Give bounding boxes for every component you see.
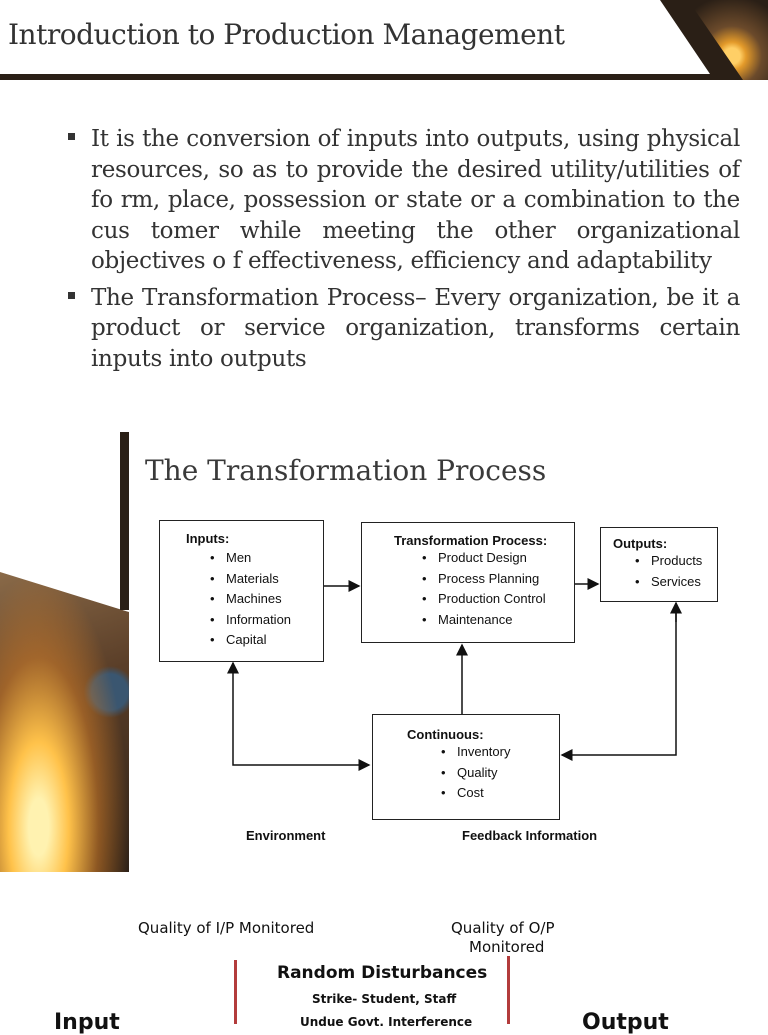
list-item: • Maintenance [422, 610, 574, 631]
environment-label: Environment [246, 828, 326, 843]
list-item: • Products [635, 551, 717, 572]
outputs-box [600, 527, 718, 602]
outputs-heading: Outputs: [613, 536, 668, 551]
strike-label: Strike- Student, Staff [312, 992, 457, 1006]
feedback-label: Feedback Information [462, 828, 598, 843]
list-item: • Information [210, 610, 323, 631]
bullet-text: The Transformation Process– Every organization, be it a product or service organization, transforms certain inputs into outputs [91, 284, 740, 372]
square-bullet-icon [68, 133, 75, 140]
continuous-list [441, 742, 559, 804]
bullet-list [68, 124, 740, 380]
bullet-item [68, 283, 740, 375]
inputs-box [159, 520, 324, 662]
list-item: • Materials [210, 569, 323, 590]
list-item: • Quality [441, 763, 559, 784]
quality-output-label: Quality of O/P [451, 919, 555, 937]
list-item: • Machines [210, 589, 323, 610]
right-divider [507, 956, 510, 1024]
list-item: • Cost [441, 783, 559, 804]
quality-input-label: Quality of I/P Monitored [138, 919, 315, 937]
list-item: • Capital [210, 630, 323, 651]
list-item: • Inventory [441, 742, 559, 763]
environment-arrow [233, 690, 369, 765]
random-disturbances-heading: Random Disturbances [277, 963, 488, 983]
input-label: Input [54, 1010, 120, 1035]
inputs-heading: Inputs: [186, 531, 230, 546]
bullet-item [68, 124, 740, 277]
list-item: • Men [210, 548, 323, 569]
list-item: • Production Control [422, 589, 574, 610]
square-bullet-icon [68, 292, 75, 299]
process-heading: Transformation Process: [394, 533, 548, 548]
quality-output-label-2: Monitored [469, 938, 545, 956]
inputs-list [210, 548, 323, 651]
outputs-list [635, 551, 717, 592]
feedback-arrow [562, 604, 676, 755]
slide-title: Introduction to Production Management [8, 18, 565, 51]
undue-interference-label: Undue Govt. Interference [300, 1015, 473, 1029]
bullet-text: It is the conversion of inputs into outputs, using physical resources, so as to provide the desired utility/utilities of fo rm, place, possession or state or a combination to the cus tomer while meeting the other organizational objectives o f effectiveness, efficiency and adaptability [91, 126, 740, 274]
list-item: • Product Design [422, 548, 574, 569]
continuous-heading: Continuous: [407, 727, 484, 742]
transformation-process-box [361, 522, 575, 643]
output-label: Output [582, 1010, 669, 1035]
process-list [422, 548, 574, 630]
list-item: • Process Planning [422, 569, 574, 590]
diagram-title: The Transformation Process [145, 454, 547, 487]
continuous-box [372, 714, 560, 820]
left-divider [234, 960, 237, 1024]
transformation-slide [0, 432, 768, 872]
list-item: • Services [635, 572, 717, 593]
